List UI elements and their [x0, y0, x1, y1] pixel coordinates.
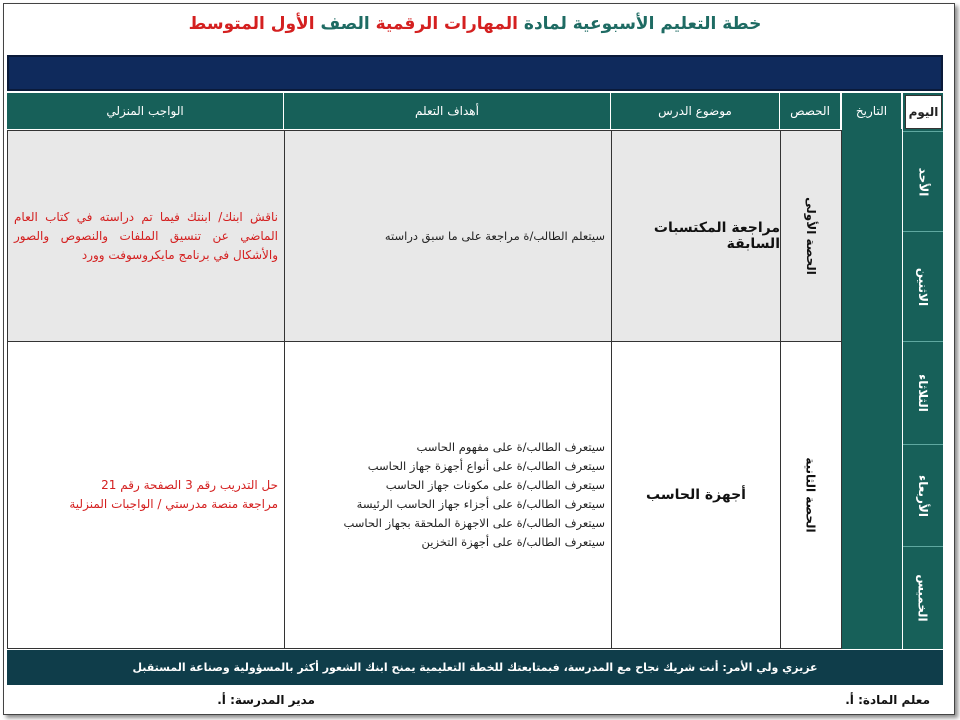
title-subject: المهارات الرقمية	[375, 14, 518, 34]
objectives-1: سيتعلم الطالب/ة مراجعة على ما سبق دراسته	[284, 130, 612, 342]
homework-2-line2: مراجعة منصة مدرستي / الواجبات المنزلية	[69, 497, 278, 511]
period-1: الحصة الأولى	[780, 130, 842, 342]
day-monday: الاثنين	[903, 231, 943, 341]
date-column	[842, 93, 902, 649]
objectives-2-list	[343, 438, 605, 552]
day-sunday: الأحد	[903, 131, 943, 231]
homework-1: ناقش ابنك/ ابنتك فيما تم دراسته في كتاب العام الماضي عن تنسيق الملفات والنصوص والصور والأشكال في برنامج مايكروسوفت وورد	[14, 209, 278, 262]
objectives-2-cell	[284, 341, 612, 649]
homework-header: الواجب المنزلي	[7, 93, 284, 129]
periods-header: الحصص	[780, 93, 841, 129]
homework-2-line1: حل التدريب رقم 3 الصفحة رقم 21	[101, 478, 278, 492]
teacher-signature: معلم المادة: أ.	[845, 693, 930, 707]
day-wednesday: الأربعاء	[903, 444, 943, 546]
page-title	[0, 14, 950, 34]
day-tuesday: الثلاثاء	[903, 341, 943, 444]
date-header: التاريخ	[842, 93, 902, 129]
title-grade: الأول المتوسط	[188, 14, 315, 34]
objectives-header: أهداف التعلم	[284, 93, 611, 129]
objective-item: سيتعرف الطالب/ة على مفهوم الحاسب	[416, 440, 605, 454]
topic-1: مراجعة المكتسبات السابقة	[611, 130, 781, 342]
day-header: اليوم	[905, 95, 942, 129]
objective-item: سيتعرف الطالب/ة على أجهزة التخزين	[421, 535, 605, 549]
homework-1-cell	[7, 130, 285, 342]
principal-signature: مدير المدرسة: أ.	[217, 693, 315, 707]
footer-message: عزيزي ولي الأمر: أنت شريك نجاح مع المدرسة، فبمتابعتك للخطة التعليمية يمنح ابنك الشعور أكثر بالمسؤولية وصناعة المستقبل	[7, 650, 943, 685]
title-part1: خطة التعليم الأسبوعية لمادة	[517, 14, 762, 34]
objective-item: سيتعرف الطالب/ة على مكونات جهاز الحاسب	[385, 478, 605, 492]
objective-item: سيتعرف الطالب/ة على أنواع أجهزة جهاز الحاسب	[367, 459, 605, 473]
homework-2-cell	[7, 341, 285, 649]
topic-2: أجهزة الحاسب	[611, 341, 781, 649]
period-2: الحصة الثانية	[780, 341, 842, 649]
topic-header: موضوع الدرس	[611, 93, 780, 129]
top-banner	[7, 55, 943, 91]
title-part2: الصف	[314, 14, 376, 34]
objective-item: سيتعرف الطالب/ة على الاجهزة الملحقة بجهاز الحاسب	[343, 516, 605, 530]
objective-item: سيتعرف الطالب/ة على أجزاء جهاز الحاسب الرئيسة	[356, 497, 605, 511]
day-thursday: الخميس	[903, 546, 943, 649]
